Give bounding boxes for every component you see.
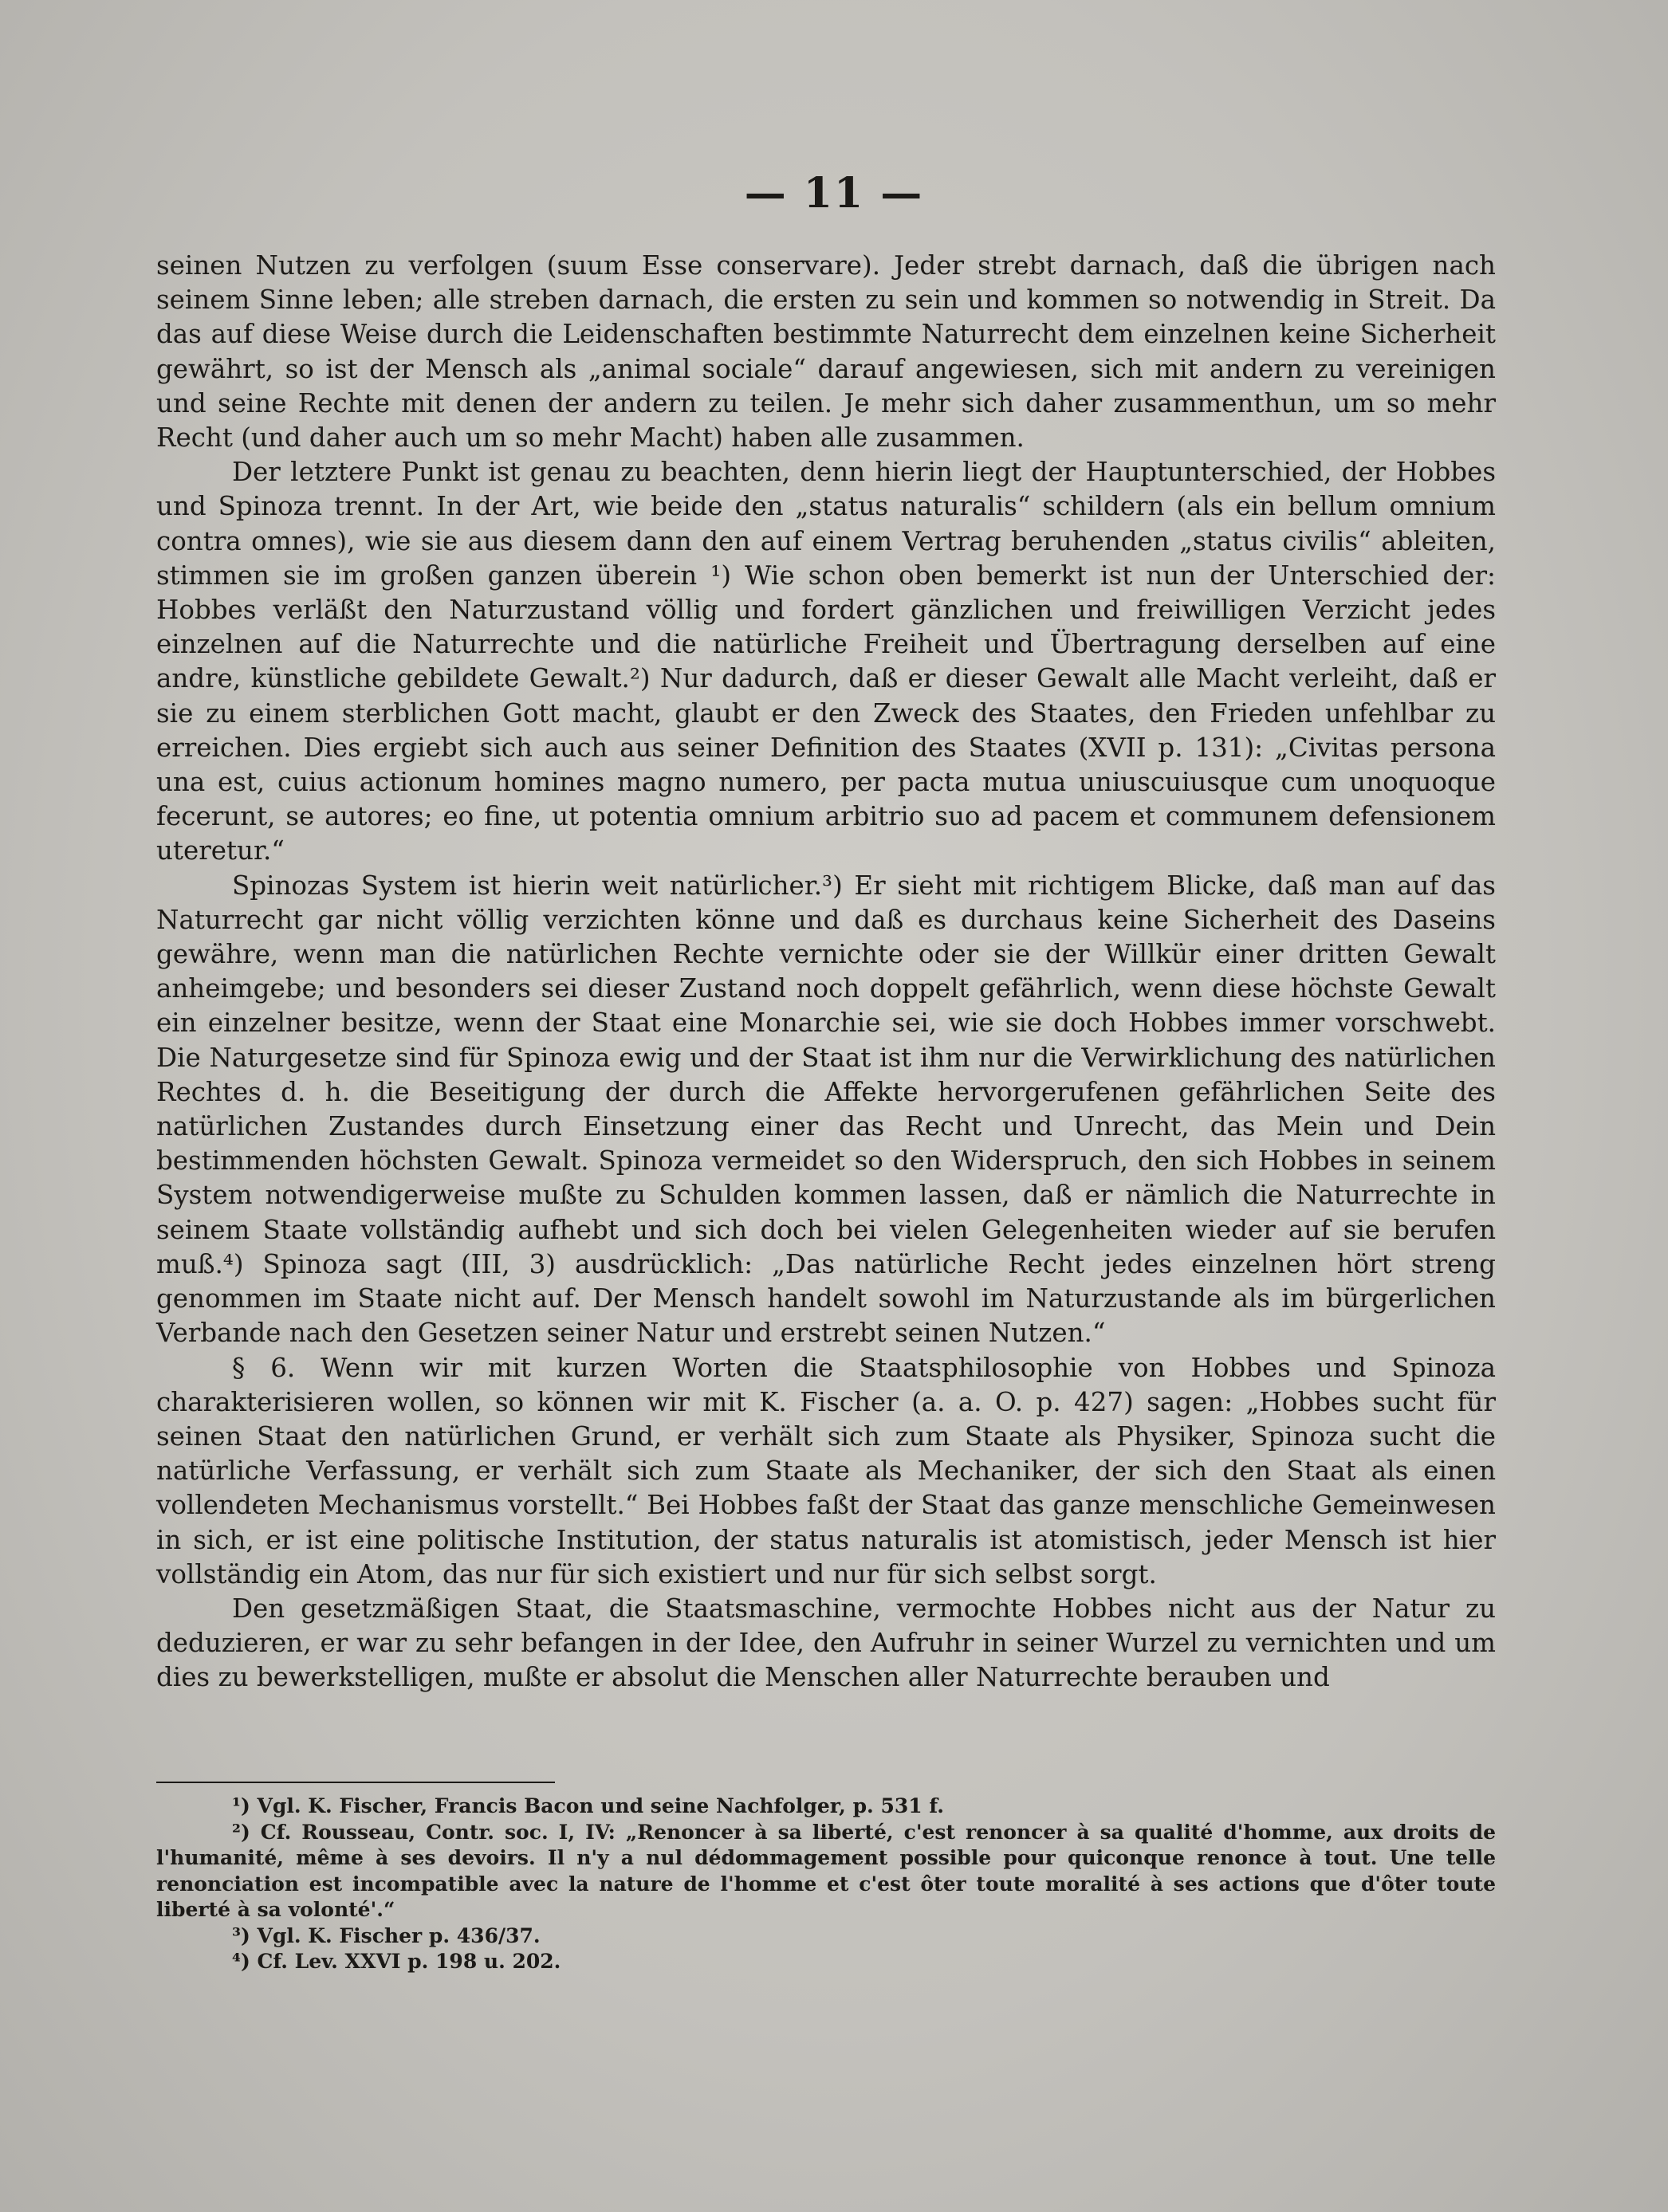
footnote-3: ³) Vgl. K. Fischer p. 436/37. [232,1923,541,1947]
footnote-2: ²) Cf. Rousseau, Contr. soc. I, IV: „Renoncer à sa liberté, c'est renoncer à sa qualité d'homme, aux droits de l'humanité, même à ses devoirs. Il n'y a nul dédommagement possible pour quiconque renonce à tout. Une telle renonciation est incompatible avec la nature de l'homme et c'est ôter toute moralité à ses actions que d'ôter toute liberté à sa volonté'.“ [156,1820,1496,1921]
paragraph-5: Den gesetzmäßigen Staat, die Staatsmaschine, vermochte Hobbes nicht aus der Natur zu deduzieren, er war zu sehr befangen in der Idee, den Aufruhr in seiner Wurzel zu vernichten und um dies zu bewerkstelligen, mußte er absolut die Menschen aller Naturrechte berauben und [156,1593,1496,1693]
paragraph-1: seinen Nutzen zu verfolgen (suum Esse conservare). Jeder strebt darnach, daß die übrigen nach seinem Sinne leben; alle streben darnach, die ersten zu sein und kommen so notwendig in Streit. Da das auf diese Weise durch die Leidenschaften bestimmte Naturrecht dem einzelnen keine Sicherheit gewährt, so ist der Mensch als „animal sociale“ darauf angewiesen, sich mit andern zu vereinigen und seine Rechte mit denen der andern zu teilen. Je mehr sich daher zusammenthun, um so mehr Recht (und daher auch um so mehr Macht) haben alle zusammen. [156,250,1496,454]
footnote-4: ⁴) Cf. Lev. XXVI p. 198 u. 202. [232,1950,561,1973]
page-number: — 11 — [744,169,924,218]
paragraph-3: Spinozas System ist hierin weit natürlicher.³) Er sieht mit richtigem Blicke, daß man auf das Naturrecht gar nicht völlig verzichten könne und daß es durchaus keine Sicherheit des Daseins gewähre, wenn man die natürlichen Rechte vernichte oder sie der Willkür einer dritten Gewalt anheimgebe; und besonders sei dieser Zustand noch doppelt gefährlich, wenn diese höchste Gewalt ein einzelner besitze, wenn der Staat eine Monarchie sei, wie sie doch Hobbes immer vorschwebt. Die Naturgesetze sind für Spinoza ewig und der Staat ist ihm nur die Verwirklichung des natürlichen Rechtes d. h. die Beseitigung der durch die Affekte hervorgerufenen gefährlichen Seite des natürlichen Zustandes durch Einsetzung einer das Recht und Unrecht, das Mein und Dein bestimmenden höchsten Gewalt. Spinoza vermeidet so den Widerspruch, den sich Hobbes in seinem System notwendigerweise mußte zu Schulden kommen lassen, daß er nämlich die Naturrechte in seinem Staate vollständig aufhebt und sich doch bei vielen Gelegenheiten wieder auf sie berufen muß.⁴) Spinoza sagt (III, 3) ausdrücklich: „Das natürliche Recht jedes einzelnen hört streng genommen im Staate nicht auf. Der Mensch handelt sowohl im Naturzustande als im bürgerlichen Verbande nach den Gesetzen seiner Natur und erstrebt seinen Nutzen.“ [156,870,1496,1349]
footnotes [156,1794,1496,1975]
paragraph-2: Der letztere Punkt ist genau zu beachten, denn hierin liegt der Hauptunterschied, der Hobbes und Spinoza trennt. In der Art, wie beide den „status naturalis“ schildern (als ein bellum omnium contra omnes), wie sie aus diesem dann den auf einem Vertrag beruhenden „status civilis“ ableiten, stimmen sie im großen ganzen überein ¹) Wie schon oben bemerkt ist nun der Unterschied der: Hobbes verläßt den Naturzustand völlig und fordert gänzlichen und freiwilligen Verzicht jedes einzelnen auf die Naturrechte und die natürliche Freiheit und Übertragung derselben auf eine andre, künstliche gebildete Gewalt.²) Nur dadurch, daß er dieser Gewalt alle Macht verleiht, daß er sie zu einem sterblichen Gott macht, glaubt er den Zweck des Staates, den Frieden unfehlbar zu erreichen. Dies ergiebt sich auch aus seiner Definition des Staates (XVII p. 131): „Civitas persona una est, cuius actionum homines magno numero, per pacta mutua uniuscuiusque cum unoquoque fecerunt, se autores; eo fine, ut potentia omnium arbitrio suo ad pacem et communem defensionem uteretur.“ [156,457,1496,866]
footnote-1: ¹) Vgl. K. Fischer, Francis Bacon und seine Nachfolger, p. 531 f. [232,1794,944,1817]
paragraph-4: § 6. Wenn wir mit kurzen Worten die Staatsphilosophie von Hobbes und Spinoza charakterisieren wollen, so können wir mit K. Fischer (a. a. O. p. 427) sagen: „Hobbes sucht für seinen Staat den natürlichen Grund, er verhält sich zum Staate als Physiker, Spinoza sucht die natürliche Verfassung, er verhält sich zum Staate als Mechaniker, der sich den Staat als einen vollendeten Mechanismus vorstellt.“ Bei Hobbes faßt der Staat das ganze menschliche Gemeinwesen in sich, er ist eine politische Institution, der status naturalis ist atomistisch, jeder Mensch ist hier vollständig ein Atom, das nur für sich existiert und nur für sich selbst sorgt. [156,1352,1496,1589]
footnote-rule [156,1782,555,1783]
body-text [156,249,1496,1695]
